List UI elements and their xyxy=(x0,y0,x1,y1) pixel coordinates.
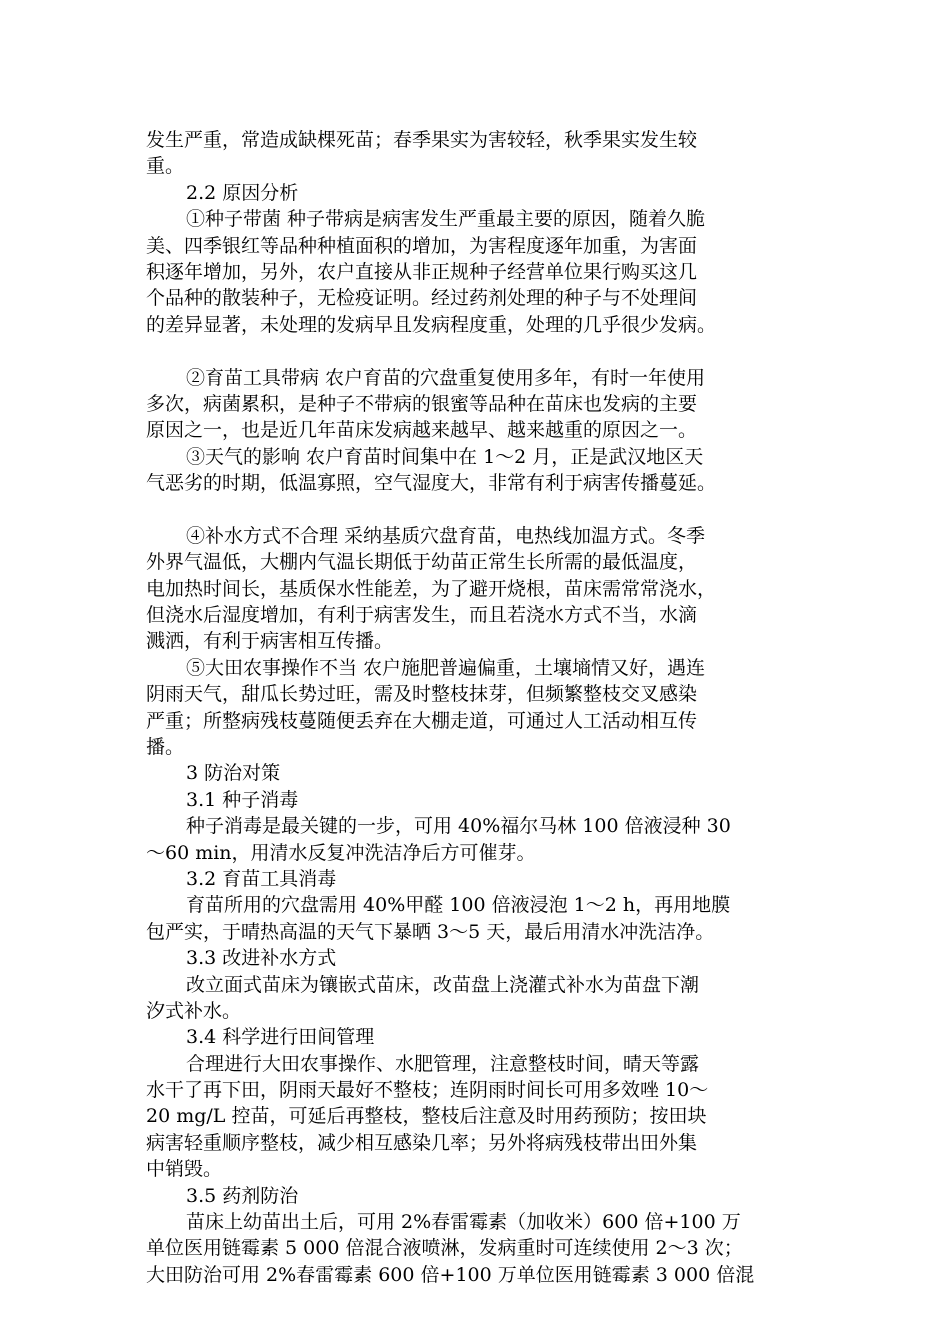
text-line: 汐式补水。 xyxy=(146,999,242,1022)
text-line: 个品种的散装种子，无检疫证明。经过药剂处理的种子与不处理间 xyxy=(146,287,698,310)
text-line: 3.4 科学进行田间管理 xyxy=(186,1026,375,1049)
text-line: 电加热时间长，基质保水性能差，为了避开烧根，苗床需常常浇水， xyxy=(146,577,717,600)
text-line: 3.1 种子消毒 xyxy=(186,788,299,811)
text-line: 单位医用链霉素 5 000 倍混合液喷淋，发病重时可连续使用 2～3 次； xyxy=(146,1237,743,1260)
text-line: 种子消毒是最关键的一步，可用 40%福尔马林 100 倍液浸种 30 xyxy=(186,815,731,838)
text-line: 3 防治对策 xyxy=(186,762,281,785)
text-line: 育苗所用的穴盘需用 40%甲醛 100 倍液浸泡 1～2 h，再用地膜 xyxy=(186,894,731,917)
text-line: 阴雨天气，甜瓜长势过旺，需及时整枝抹芽，但频繁整枝交叉感染 xyxy=(146,683,698,706)
text-line: 中销毁。 xyxy=(146,1158,223,1181)
text-line: 严重；所整病残枝蔓随便丢弃在大棚走道，可通过人工活动相互传 xyxy=(146,709,698,732)
text-line: 外界气温低，大棚内气温长期低于幼苗正常生长所需的最低温度， xyxy=(146,551,698,574)
paragraph-gap xyxy=(146,496,810,522)
text-line: 包严实，于晴热高温的天气下暴晒 3～5 天，最后用清水冲洗洁净。 xyxy=(146,920,715,943)
text-line: ①种子带菌 种子带病是病害发生严重最主要的原因，随着久脆 xyxy=(186,208,706,231)
text-line: 多次，病菌累积，是种子不带病的银蜜等品种在苗床也发病的主要 xyxy=(146,392,698,415)
text-line: 合理进行大田农事操作、水肥管理，注意整枝时间，晴天等露 xyxy=(186,1052,700,1075)
text-line: ③天气的影响 农户育苗时间集中在 1～2 月，正是武汉地区天 xyxy=(186,445,704,468)
text-line: 积逐年增加，另外，农户直接从非正规种子经营单位果行购买这几 xyxy=(146,260,698,283)
text-line: 3.2 育苗工具消毒 xyxy=(186,867,337,890)
paragraph-gap xyxy=(146,338,810,364)
text-line: ④补水方式不合理 采纳基质穴盘育苗，电热线加温方式。冬季 xyxy=(186,524,706,547)
text-line: 3.5 药剂防治 xyxy=(186,1184,299,1207)
text-line: 气恶劣的时期，低温寡照，空气湿度大，非常有利于病害传播蔓延。 xyxy=(146,472,717,495)
text-line: 发生严重，常造成缺棵死苗；春季果实为害较轻，秋季果实发生较 xyxy=(146,129,698,151)
text-line: 改立面式苗床为镶嵌式苗床，改苗盘上浇灌式补水为苗盘下潮 xyxy=(186,973,700,996)
text-line: 大田防治可用 2%春雷霉素 600 倍+100 万单位医用链霉素 3 000 倍混 xyxy=(146,1263,755,1286)
text-line: 20 mg/L 控苗，可延后再整枝，整枝后注意及时用药预防；按田块 xyxy=(146,1105,707,1128)
text-line: 2.2 原因分析 xyxy=(186,181,299,204)
text-line: 苗床上幼苗出土后，可用 2%春雷霉素（加收米）600 倍+100 万 xyxy=(186,1211,741,1234)
text-line: 的差异显著，未处理的发病早且发病程度重，处理的几乎很少发病。 xyxy=(146,313,717,336)
text-line: 重。 xyxy=(146,155,185,178)
text-line: 溅洒，有利于病害相互传播。 xyxy=(146,630,394,653)
text-line: 原因之一，也是近几年苗床发病越来越早、越来越重的原因之一。 xyxy=(146,419,698,442)
text-line: ②育苗工具带病 农户育苗的穴盘重复使用多年，有时一年使用 xyxy=(186,366,706,389)
text-line: 美、四季银红等品种种植面积的增加，为害程度逐年加重，为害面 xyxy=(146,234,698,257)
text-line: 播。 xyxy=(146,735,185,758)
text-line: ⑤大田农事操作不当 农户施肥普遍偏重，土壤墒情又好，遇连 xyxy=(186,656,706,679)
text-line: 3.3 改进补水方式 xyxy=(186,947,337,970)
document-page xyxy=(146,127,810,1288)
text-line: ～60 min，用清水反复冲洗洁净后方可催芽。 xyxy=(146,841,536,864)
text-line: 病害轻重顺序整枝，减少相互感染几率；另外将病残枝带出田外集 xyxy=(146,1131,698,1154)
text-line: 水干了再下田，阴雨天最好不整枝；连阴雨时间长可用多效唑 10～ xyxy=(146,1079,709,1102)
text-line: 但浇水后湿度增加，有利于病害发生，而且若浇水方式不当，水滴 xyxy=(146,604,698,627)
